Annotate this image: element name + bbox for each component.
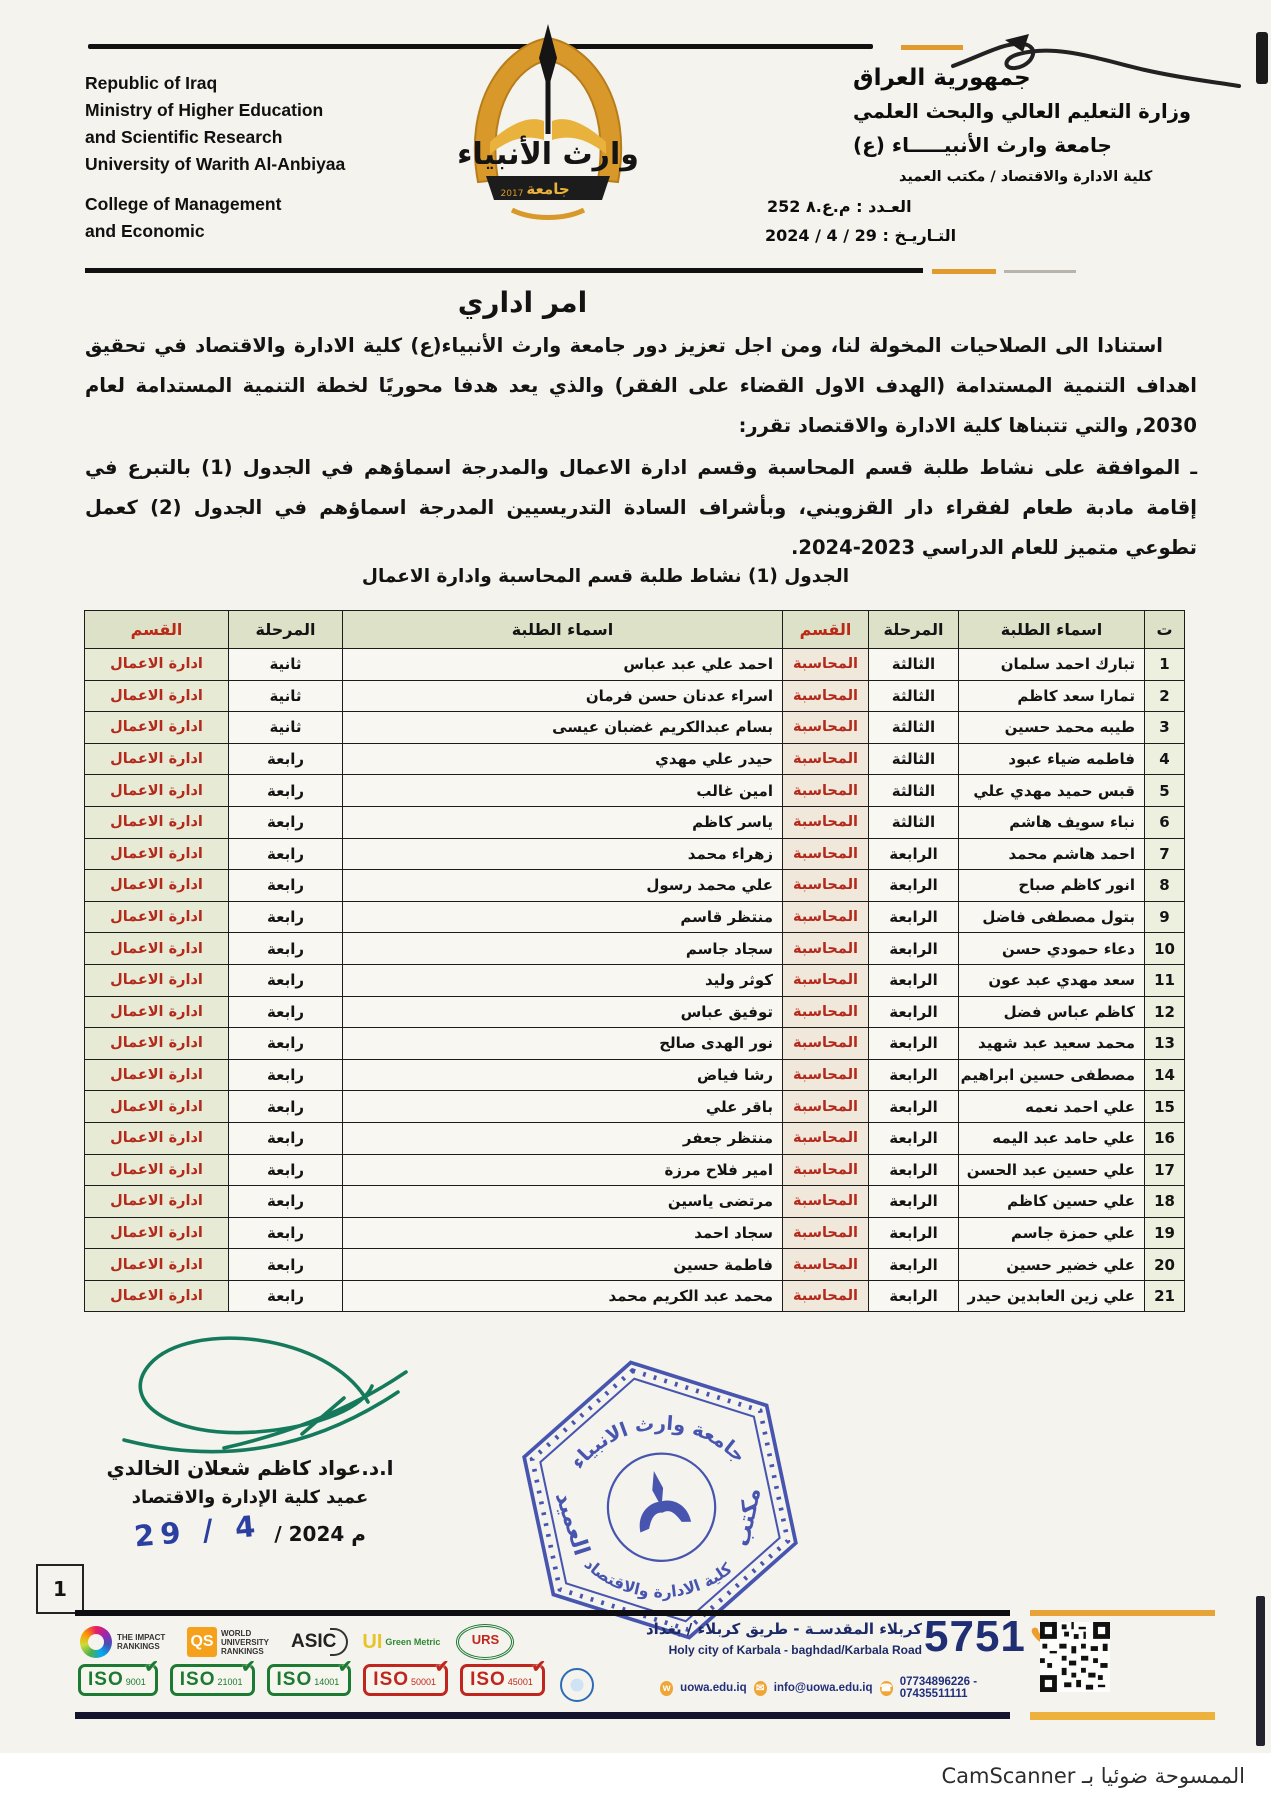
row-number: 9 bbox=[1145, 901, 1185, 933]
stage-accounting: الرابعة bbox=[869, 870, 959, 902]
student-name-business: كوثر وليد bbox=[343, 964, 783, 996]
table-row bbox=[85, 680, 1185, 712]
handwritten-date: 29 / 4 bbox=[132, 1508, 263, 1554]
dept-accounting: المحاسبة bbox=[783, 806, 869, 838]
urs-logo bbox=[456, 1624, 514, 1660]
iso-badge-45001: ISO 45001 ✔ bbox=[460, 1664, 545, 1696]
camscanner-note: الممسوحة ضوئيا بـ CamScanner bbox=[0, 1753, 1271, 1800]
row-number: 18 bbox=[1145, 1186, 1185, 1218]
iso-badge-9001: ISO 9001 ✔ bbox=[78, 1664, 158, 1696]
stage-accounting: الرابعة bbox=[869, 1028, 959, 1060]
table-row bbox=[85, 870, 1185, 902]
qs-logo bbox=[187, 1627, 275, 1657]
table-row bbox=[85, 1028, 1185, 1060]
globe-icon: w bbox=[660, 1681, 673, 1696]
student-name-accounting: فاطمه ضياء عبود bbox=[959, 743, 1145, 775]
iso-badge-50001: ISO 50001 ✔ bbox=[363, 1664, 448, 1696]
row-number: 5 bbox=[1145, 775, 1185, 807]
iso-badge-14001: ISO 14001 ✔ bbox=[267, 1664, 352, 1696]
stage-accounting: الرابعة bbox=[869, 1249, 959, 1281]
student-name-business: نور الهدى صالح bbox=[343, 1028, 783, 1060]
stage-accounting: الثالثة bbox=[869, 649, 959, 681]
stage-business: رابعة bbox=[229, 775, 343, 807]
university-logo bbox=[452, 24, 644, 234]
dept-business: ادارة الاعمال bbox=[85, 838, 229, 870]
header-en-line: Ministry of Higher Education bbox=[85, 100, 324, 120]
student-name-accounting: محمد سعيد عبد شهيد bbox=[959, 1028, 1145, 1060]
stage-business: رابعة bbox=[229, 806, 343, 838]
stage-business: رابعة bbox=[229, 901, 343, 933]
table-row bbox=[85, 775, 1185, 807]
student-name-accounting: مصطفى حسين ابراهيم bbox=[959, 1059, 1145, 1091]
stage-accounting: الرابعة bbox=[869, 1280, 959, 1312]
stage-business: ثانية bbox=[229, 712, 343, 744]
dept-business: ادارة الاعمال bbox=[85, 1280, 229, 1312]
table-row bbox=[85, 806, 1185, 838]
stage-accounting: الرابعة bbox=[869, 1217, 959, 1249]
urs-label: URS bbox=[471, 1632, 500, 1647]
document-date: التـاريـخ : 29 / 4 / 2024 bbox=[765, 226, 957, 245]
stage-accounting: الثالثة bbox=[869, 680, 959, 712]
stage-accounting: الرابعة bbox=[869, 838, 959, 870]
table-row bbox=[85, 1122, 1185, 1154]
stage-business: رابعة bbox=[229, 1028, 343, 1060]
impact-hex-icon bbox=[80, 1626, 112, 1658]
student-name-accounting: تبارك احمد سلمان bbox=[959, 649, 1145, 681]
student-name-accounting: سعد مهدي عبد عون bbox=[959, 964, 1145, 996]
table-row bbox=[85, 1154, 1185, 1186]
dept-business: ادارة الاعمال bbox=[85, 775, 229, 807]
table-row bbox=[85, 933, 1185, 965]
stage-business: رابعة bbox=[229, 838, 343, 870]
dept-accounting: المحاسبة bbox=[783, 901, 869, 933]
student-name-business: توفيق عباس bbox=[343, 996, 783, 1028]
stage-business: رابعة bbox=[229, 996, 343, 1028]
stamp-text-left: العميد bbox=[549, 1488, 595, 1559]
column-header-4: اسماء الطلبة bbox=[343, 611, 783, 649]
row-number: 4 bbox=[1145, 743, 1185, 775]
student-name-accounting: انور كاظم صباح bbox=[959, 870, 1145, 902]
printed-date: / 2024 م bbox=[274, 1522, 366, 1546]
stage-accounting: الرابعة bbox=[869, 996, 959, 1028]
logo-script: جامعة bbox=[526, 180, 570, 198]
dept-accounting: المحاسبة bbox=[783, 838, 869, 870]
footer-rule-bottom-accent bbox=[1030, 1712, 1215, 1720]
stage-business: رابعة bbox=[229, 1280, 343, 1312]
student-name-accounting: احمد هاشم محمد bbox=[959, 838, 1145, 870]
student-name-business: علي محمد رسول bbox=[343, 870, 783, 902]
row-number: 7 bbox=[1145, 838, 1185, 870]
stage-accounting: الرابعة bbox=[869, 1122, 959, 1154]
scan-artifact-bottom bbox=[1256, 1596, 1265, 1746]
stage-business: رابعة bbox=[229, 743, 343, 775]
mail-icon: ✉ bbox=[754, 1681, 767, 1696]
student-name-accounting: تمارا سعد كاظم bbox=[959, 680, 1145, 712]
dept-business: ادارة الاعمال bbox=[85, 933, 229, 965]
students-table-body bbox=[85, 649, 1185, 1312]
dept-accounting: المحاسبة bbox=[783, 649, 869, 681]
signature-scribble bbox=[106, 1316, 418, 1464]
scan-artifact bbox=[1256, 32, 1268, 84]
dept-business: ادارة الاعمال bbox=[85, 901, 229, 933]
dept-accounting: المحاسبة bbox=[783, 1217, 869, 1249]
contact-line bbox=[660, 1676, 1030, 1700]
student-name-accounting: علي احمد نعمه bbox=[959, 1091, 1145, 1123]
student-name-business: زهراء محمد bbox=[343, 838, 783, 870]
stage-accounting: الرابعة bbox=[869, 901, 959, 933]
dept-business: ادارة الاعمال bbox=[85, 870, 229, 902]
table-row bbox=[85, 1249, 1185, 1281]
document-title: امر اداري bbox=[457, 286, 588, 319]
stage-accounting: الرابعة bbox=[869, 933, 959, 965]
stage-business: رابعة bbox=[229, 870, 343, 902]
header-en-college-line: and Economic bbox=[85, 221, 205, 241]
document-number: العـدد : م.ع.٨ 252 bbox=[767, 197, 912, 216]
student-name-accounting: علي حامد عبد اليمه bbox=[959, 1122, 1145, 1154]
dept-business: ادارة الاعمال bbox=[85, 806, 229, 838]
stage-accounting: الثالثة bbox=[869, 743, 959, 775]
header-ar-university: جامعة وارث الأنبيـــــاء (ع) bbox=[853, 133, 1112, 157]
header-ar-country: جمهورية العراق bbox=[853, 65, 1031, 91]
table-row bbox=[85, 1186, 1185, 1218]
stamp-text-right: مكتب bbox=[728, 1485, 767, 1549]
student-name-business: فاطمة حسين bbox=[343, 1249, 783, 1281]
row-number: 2 bbox=[1145, 680, 1185, 712]
svg-text:جامعة وارث الانبياء bbox=[566, 1412, 751, 1474]
student-name-accounting: علي حمزة جاسم bbox=[959, 1217, 1145, 1249]
header-ar-college: كلية الادارة والاقتصاد / مكتب العميد bbox=[899, 169, 1153, 185]
ui-mark-icon: UI bbox=[362, 1630, 383, 1653]
student-name-accounting: علي حسين كاظم bbox=[959, 1186, 1145, 1218]
stage-business: رابعة bbox=[229, 1186, 343, 1218]
stage-accounting: الثالثة bbox=[869, 712, 959, 744]
table-title: الجدول (1) نشاط طلبة قسم المحاسبة وادارة الاعمال bbox=[361, 566, 850, 587]
stage-business: رابعة bbox=[229, 933, 343, 965]
student-name-accounting: كاظم عباس فضل bbox=[959, 996, 1145, 1028]
row-number: 19 bbox=[1145, 1217, 1185, 1249]
row-number: 10 bbox=[1145, 933, 1185, 965]
dept-business: ادارة الاعمال bbox=[85, 1186, 229, 1218]
student-name-accounting: بتول مصطفى فاضل bbox=[959, 901, 1145, 933]
email-address: info@uowa.edu.iq bbox=[773, 1682, 873, 1694]
stage-business: رابعة bbox=[229, 1154, 343, 1186]
table-row bbox=[85, 1059, 1185, 1091]
phone-small-icon: ☎ bbox=[879, 1682, 893, 1694]
student-name-business: اسراء عدنان حسن فرمان bbox=[343, 680, 783, 712]
qr-code bbox=[1040, 1622, 1110, 1692]
greenmetric-logo bbox=[362, 1631, 440, 1654]
stage-accounting: الرابعة bbox=[869, 1091, 959, 1123]
row-number: 6 bbox=[1145, 806, 1185, 838]
dept-accounting: المحاسبة bbox=[783, 964, 869, 996]
dept-accounting: المحاسبة bbox=[783, 933, 869, 965]
student-name-business: امين غالب bbox=[343, 775, 783, 807]
header-en-college-line: College of Management bbox=[85, 194, 282, 214]
dept-accounting: المحاسبة bbox=[783, 712, 869, 744]
stage-business: رابعة bbox=[229, 1122, 343, 1154]
un-emblem-icon bbox=[560, 1668, 594, 1702]
qs-rankings-label: WORLD UNIVERSITY RANKINGS bbox=[221, 1628, 269, 1656]
asic-swoosh-icon bbox=[330, 1628, 348, 1656]
stage-accounting: الثالثة bbox=[869, 775, 959, 807]
dept-business: ادارة الاعمال bbox=[85, 680, 229, 712]
dept-business: ادارة الاعمال bbox=[85, 649, 229, 681]
qs-badge-icon: QS bbox=[187, 1627, 217, 1657]
student-name-business: سجاد جاسم bbox=[343, 933, 783, 965]
dept-accounting: المحاسبة bbox=[783, 1154, 869, 1186]
row-number: 1 bbox=[1145, 649, 1185, 681]
header-arabic bbox=[765, 60, 1205, 250]
table-row bbox=[85, 901, 1185, 933]
dept-accounting: المحاسبة bbox=[783, 996, 869, 1028]
footer-rule-top bbox=[75, 1610, 1010, 1616]
header-rule-bottom-accent bbox=[932, 269, 996, 274]
dept-accounting: المحاسبة bbox=[783, 1280, 869, 1312]
student-name-accounting: علي زين العابدين حيدر bbox=[959, 1280, 1145, 1312]
table-row bbox=[85, 1280, 1185, 1312]
address-english: Holy city of Karbala - baghdad/Karbala Road bbox=[668, 1643, 922, 1657]
signature-date bbox=[78, 1508, 422, 1554]
column-header-6: القسم bbox=[85, 611, 229, 649]
stage-business: ثانية bbox=[229, 680, 343, 712]
impact-rankings-label: THE IMPACT RANKINGS bbox=[117, 1633, 166, 1651]
student-name-accounting: علي حسين عبد الحسن bbox=[959, 1154, 1145, 1186]
iso-badge-21001: ISO 21001 ✔ bbox=[170, 1664, 255, 1696]
phone-numbers: 07734896226 - 07435511111 bbox=[899, 1676, 978, 1700]
greenmetric-label: Green Metric bbox=[385, 1637, 441, 1647]
row-number: 8 bbox=[1145, 870, 1185, 902]
dept-accounting: المحاسبة bbox=[783, 743, 869, 775]
header-ar-ministry: وزارة التعليم العالي والبحث العلمي bbox=[853, 100, 1192, 123]
dept-business: ادارة الاعمال bbox=[85, 1059, 229, 1091]
stage-business: رابعة bbox=[229, 1059, 343, 1091]
student-name-accounting: قبس حميد مهدي علي bbox=[959, 775, 1145, 807]
website-url: uowa.edu.iq bbox=[680, 1682, 747, 1694]
page-number: 1 bbox=[36, 1564, 84, 1614]
header-english bbox=[85, 70, 345, 245]
logo-year: 2017 bbox=[500, 189, 524, 199]
dean-office-stamp bbox=[502, 1352, 818, 1648]
impact-rankings-logo bbox=[80, 1626, 171, 1658]
stamp-text-top: جامعة وارث الانبياء bbox=[565, 1411, 751, 1474]
stage-business: ثانية bbox=[229, 649, 343, 681]
header-en-line: and Scientific Research bbox=[85, 127, 283, 147]
dept-business: ادارة الاعمال bbox=[85, 743, 229, 775]
dept-accounting: المحاسبة bbox=[783, 1186, 869, 1218]
student-name-accounting: دعاء حمودي حسن bbox=[959, 933, 1145, 965]
table-row bbox=[85, 1091, 1185, 1123]
dept-accounting: المحاسبة bbox=[783, 1249, 869, 1281]
stage-accounting: الرابعة bbox=[869, 1059, 959, 1091]
stage-accounting: الرابعة bbox=[869, 1154, 959, 1186]
student-name-business: امير فلاح مرزة bbox=[343, 1154, 783, 1186]
table-row bbox=[85, 649, 1185, 681]
dept-accounting: المحاسبة bbox=[783, 680, 869, 712]
row-number: 13 bbox=[1145, 1028, 1185, 1060]
table-row bbox=[85, 1217, 1185, 1249]
asic-label: ASIC bbox=[291, 1631, 337, 1652]
dept-business: ادارة الاعمال bbox=[85, 1154, 229, 1186]
students-table bbox=[84, 610, 1185, 1312]
student-name-business: منتظر جعفر bbox=[343, 1122, 783, 1154]
dept-business: ادارة الاعمال bbox=[85, 1217, 229, 1249]
dept-accounting: المحاسبة bbox=[783, 870, 869, 902]
row-number: 11 bbox=[1145, 964, 1185, 996]
table-row bbox=[85, 996, 1185, 1028]
row-number: 16 bbox=[1145, 1122, 1185, 1154]
stage-business: رابعة bbox=[229, 964, 343, 996]
students-table-header-row bbox=[85, 611, 1185, 649]
stage-business: رابعة bbox=[229, 1249, 343, 1281]
dept-accounting: المحاسبة bbox=[783, 1059, 869, 1091]
column-header-1: اسماء الطلبة bbox=[959, 611, 1145, 649]
short-phone-digits: 5751 bbox=[924, 1612, 1026, 1661]
dept-business: ادارة الاعمال bbox=[85, 996, 229, 1028]
row-number: 20 bbox=[1145, 1249, 1185, 1281]
header-rule-bottom-shadow bbox=[1004, 270, 1076, 273]
dept-accounting: المحاسبة bbox=[783, 775, 869, 807]
student-name-business: احمد علي عبد عباس bbox=[343, 649, 783, 681]
footer-rule-bottom bbox=[75, 1712, 1010, 1719]
student-name-business: سجاد احمد bbox=[343, 1217, 783, 1249]
student-name-accounting: نباء سويف هاشم bbox=[959, 806, 1145, 838]
student-name-business: باقر علي bbox=[343, 1091, 783, 1123]
row-number: 15 bbox=[1145, 1091, 1185, 1123]
dept-business: ادارة الاعمال bbox=[85, 1028, 229, 1060]
body-paragraph-1: استنادا الى الصلاحيات المخولة لنا، ومن اجل تعزيز دور جامعة وارث الأنبياء(ع) كلية الادارة والاقتصاد في تحقيق اهداف التنمية المستدامة (الهدف الاول القضاء على الفقر) والذي يعد هدفا محوريًا لخطة التنمية المستدامة لعام 2030, والتي تتبناها كلية الادارة والاقتصاد تقرر: bbox=[85, 334, 1197, 437]
table-row bbox=[85, 712, 1185, 744]
table-row bbox=[85, 838, 1185, 870]
stamp-text-bottom: كلية الادارة والاقتصاد bbox=[580, 1554, 736, 1602]
stage-business: رابعة bbox=[229, 1091, 343, 1123]
ranking-logos bbox=[80, 1622, 640, 1662]
iso-badges bbox=[78, 1657, 546, 1696]
column-header-3: القسم bbox=[783, 611, 869, 649]
dept-accounting: المحاسبة bbox=[783, 1091, 869, 1123]
student-name-business: مرتضى ياسين bbox=[343, 1186, 783, 1218]
header-en-line: Republic of Iraq bbox=[85, 73, 218, 93]
svg-text:وارث الأنبياء: وارث الأنبياء bbox=[457, 137, 639, 172]
student-name-accounting: طيبه محمد حسين bbox=[959, 712, 1145, 744]
row-number: 12 bbox=[1145, 996, 1185, 1028]
student-name-business: بسام عبدالكريم غضبان عيسى bbox=[343, 712, 783, 744]
student-name-business: محمد عبد الكريم محمد bbox=[343, 1280, 783, 1312]
row-number: 3 bbox=[1145, 712, 1185, 744]
column-header-2: المرحلة bbox=[869, 611, 959, 649]
table-row bbox=[85, 743, 1185, 775]
dept-business: ادارة الاعمال bbox=[85, 1091, 229, 1123]
stage-accounting: الثالثة bbox=[869, 806, 959, 838]
asic-logo bbox=[291, 1631, 346, 1653]
table-row bbox=[85, 964, 1185, 996]
body-paragraph-2: ـ الموافقة على نشاط طلبة قسم المحاسبة وقسم ادارة الاعمال والمدرجة اسماؤهم في الجدول (1) بالتبرع في إقامة مادبة طعام لفقراء دار القزويني، وبأشراف السادة التدريسيين المدرجة اسماؤهم في الجدول (2) كعمل تطوعي متميز للعام الدراسي 2023-2024. bbox=[85, 456, 1198, 559]
student-name-business: ياسر كاظم bbox=[343, 806, 783, 838]
student-name-business: رشا فياض bbox=[343, 1059, 783, 1091]
dept-accounting: المحاسبة bbox=[783, 1028, 869, 1060]
dept-business: ادارة الاعمال bbox=[85, 964, 229, 996]
stage-business: رابعة bbox=[229, 1217, 343, 1249]
row-number: 17 bbox=[1145, 1154, 1185, 1186]
signatory-name: ا.د.عواد كاظم شعلان الخالدي bbox=[106, 1456, 394, 1480]
row-number: 21 bbox=[1145, 1280, 1185, 1312]
stage-accounting: الرابعة bbox=[869, 964, 959, 996]
stage-accounting: الرابعة bbox=[869, 1186, 959, 1218]
column-header-5: المرحلة bbox=[229, 611, 343, 649]
student-name-business: منتظر قاسم bbox=[343, 901, 783, 933]
dept-business: ادارة الاعمال bbox=[85, 1249, 229, 1281]
dept-accounting: المحاسبة bbox=[783, 1122, 869, 1154]
signatory-role: عميد كلية الإدارة والاقتصاد bbox=[131, 1487, 369, 1508]
column-header-0: ت bbox=[1145, 611, 1185, 649]
header-rule-bottom bbox=[85, 268, 923, 273]
header-en-line: University of Warith Al-Anbiyaa bbox=[85, 154, 346, 174]
student-name-business: حيدر علي مهدي bbox=[343, 743, 783, 775]
dept-business: ادارة الاعمال bbox=[85, 712, 229, 744]
dept-business: ادارة الاعمال bbox=[85, 1122, 229, 1154]
student-name-accounting: علي خضير حسين bbox=[959, 1249, 1145, 1281]
row-number: 14 bbox=[1145, 1059, 1185, 1091]
address-arabic: كربلاء المقدسـة - طريق كربلاء / بغداد bbox=[645, 1620, 922, 1638]
